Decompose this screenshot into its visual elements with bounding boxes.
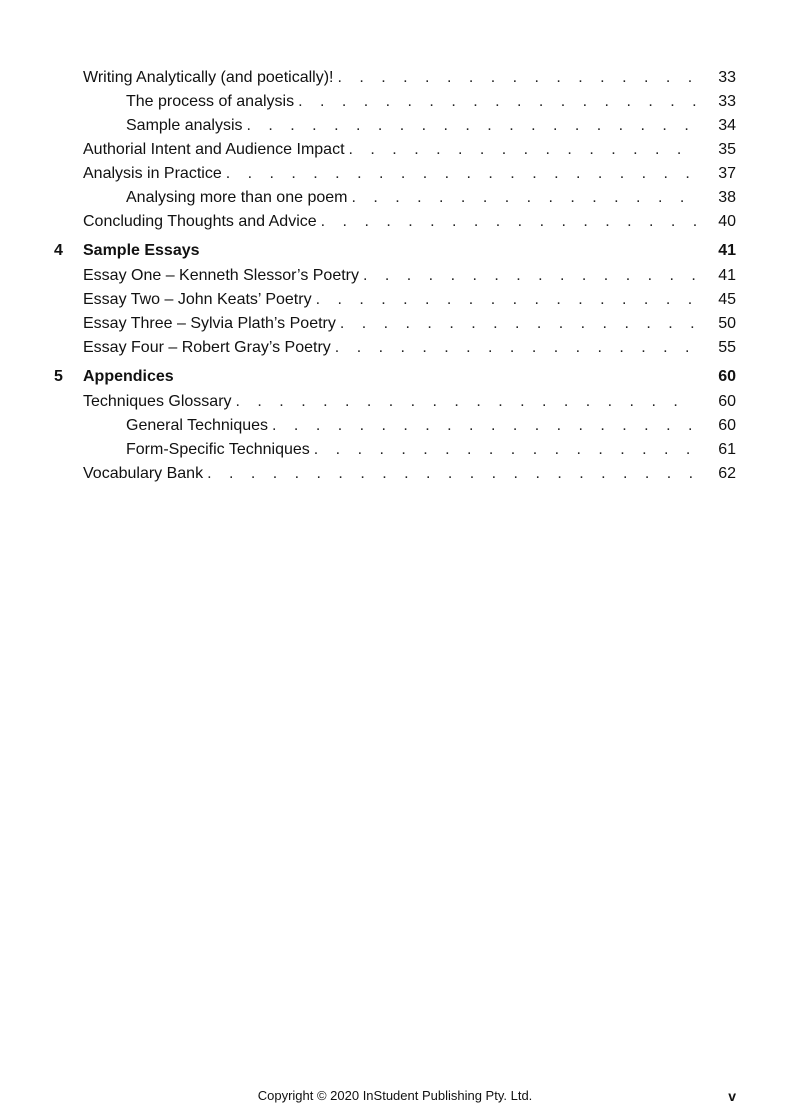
dot-leader	[335, 336, 696, 360]
dot-leader	[349, 138, 696, 162]
page-number: v	[728, 1088, 736, 1104]
toc-entry-title: General Techniques	[126, 417, 269, 434]
toc-entry-title: Essay One – Kenneth Slessor’s Poetry	[83, 267, 359, 284]
toc-entry-page: 33	[718, 93, 736, 110]
toc-entry-title: Techniques Glossary	[83, 393, 232, 410]
toc-entry-page: 45	[718, 291, 736, 308]
toc-entry[interactable]	[0, 288, 790, 312]
dot-leader	[207, 462, 696, 486]
toc-entry[interactable]	[0, 438, 790, 462]
toc-entry-title: Writing Analytically (and poetically)!	[83, 69, 334, 86]
toc-entry-title: Essay Three – Sylvia Plath’s Poetry	[83, 315, 336, 332]
page-footer	[0, 1086, 790, 1106]
toc-entry[interactable]	[0, 66, 790, 90]
toc-entry-page: 38	[718, 189, 736, 206]
toc-entry-title: The process of analysis	[126, 93, 295, 110]
chapter-page: 60	[718, 368, 736, 385]
dot-leader	[247, 114, 697, 138]
toc-entry-page: 62	[718, 465, 736, 482]
chapter-title: Sample Essays	[83, 242, 200, 259]
dot-leader	[314, 438, 696, 462]
toc-entry[interactable]	[0, 264, 790, 288]
toc-entry[interactable]	[0, 186, 790, 210]
toc-entry-page: 60	[718, 393, 736, 410]
dot-leader	[226, 162, 696, 186]
dot-leader	[298, 90, 696, 114]
dot-leader	[351, 186, 696, 210]
dot-leader	[340, 312, 696, 336]
dot-leader	[272, 414, 696, 438]
toc-entry[interactable]	[0, 162, 790, 186]
toc-entry[interactable]	[0, 312, 790, 336]
dot-leader	[321, 210, 696, 234]
toc-entry-page: 33	[718, 69, 736, 86]
toc-entry-title: Sample analysis	[126, 117, 243, 134]
dot-leader	[363, 264, 696, 288]
toc-entry-page: 55	[718, 339, 736, 356]
toc-entry-title: Concluding Thoughts and Advice	[83, 213, 317, 230]
toc-entry[interactable]	[0, 90, 790, 114]
toc-entry[interactable]	[0, 210, 790, 234]
toc-entry-title: Analysis in Practice	[83, 165, 222, 182]
toc-entry-title: Analysing more than one poem	[126, 189, 348, 206]
dot-leader	[316, 288, 696, 312]
toc-entry[interactable]	[0, 138, 790, 162]
toc-entry-title: Authorial Intent and Audience Impact	[83, 141, 345, 158]
toc-entry-page: 40	[718, 213, 736, 230]
dot-leader	[337, 66, 696, 90]
chapter-page: 41	[718, 242, 736, 259]
toc-entry[interactable]	[0, 414, 790, 438]
toc-entry-title: Vocabulary Bank	[83, 465, 204, 482]
copyright-notice: Copyright © 2020 InStudent Publishing Pty. Ltd.	[257, 1088, 533, 1103]
toc-entry-title: Essay Four – Robert Gray’s Poetry	[83, 339, 331, 356]
table-of-contents	[0, 66, 790, 486]
chapter-number: 5	[54, 368, 63, 385]
dot-leader	[236, 390, 696, 414]
toc-entry[interactable]	[0, 114, 790, 138]
toc-entry[interactable]	[0, 336, 790, 360]
toc-entry-title: Essay Two – John Keats’ Poetry	[83, 291, 312, 308]
toc-entry-page: 35	[718, 141, 736, 158]
toc-entry[interactable]	[0, 390, 790, 414]
toc-entry-page: 34	[718, 117, 736, 134]
chapter-number: 4	[54, 242, 63, 259]
chapter-title: Appendices	[83, 368, 174, 385]
toc-chapter-heading[interactable]	[0, 238, 790, 264]
toc-entry[interactable]	[0, 462, 790, 486]
toc-entry-page: 41	[718, 267, 736, 284]
toc-entry-page: 50	[718, 315, 736, 332]
toc-entry-title: Form-Specific Techniques	[126, 441, 310, 458]
toc-entry-page: 61	[718, 441, 736, 458]
toc-entry-page: 37	[718, 165, 736, 182]
toc-chapter-heading[interactable]	[0, 364, 790, 390]
toc-entry-page: 60	[718, 417, 736, 434]
